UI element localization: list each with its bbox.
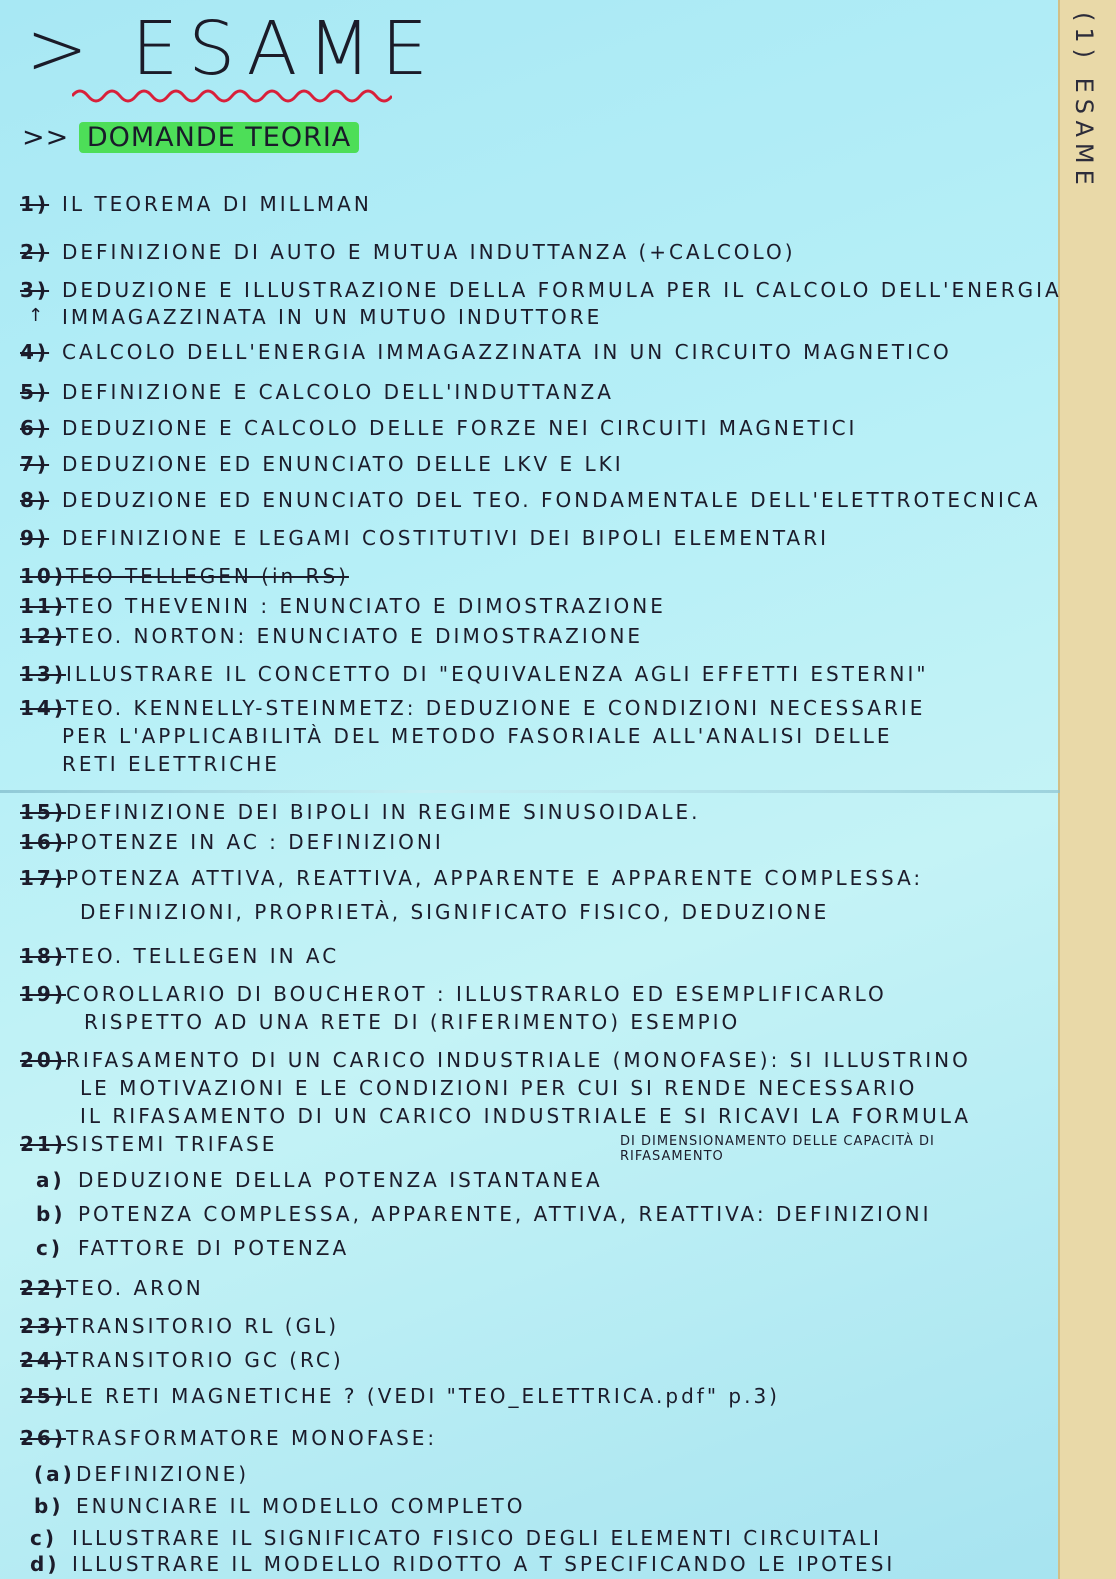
question-item: 18)TEO. TELLEGEN IN AC xyxy=(20,944,340,968)
question-item: 12)TEO. NORTON: ENUNCIATO E DIMOSTRAZIONE xyxy=(20,624,644,648)
heading-text: DOMANDE TEORIA xyxy=(79,122,359,153)
question-continuation: IL RIFASAMENTO DI UN CARICO INDUSTRIALE E SI RICAVI LA FORMULA xyxy=(80,1104,972,1128)
question-subitem: c) FATTORE DI POTENZA xyxy=(36,1236,350,1260)
question-item: 21)SISTEMI TRIFASE xyxy=(20,1132,278,1156)
question-continuation: RETI ELETTRICHE xyxy=(62,752,280,776)
question-item: 3) DEDUZIONE E ILLUSTRAZIONE DELLA FORMULA PER IL CALCOLO DELL'ENERGIA xyxy=(20,278,1062,302)
arrow-up-icon: ↑ xyxy=(28,305,44,326)
section-heading xyxy=(22,122,359,153)
question-continuation: RISPETTO AD UNA RETE DI (RIFERIMENTO) ESEMPIO xyxy=(84,1010,741,1034)
question-item: 22)TEO. ARON xyxy=(20,1276,204,1300)
question-item: 17)POTENZA ATTIVA, REATTIVA, APPARENTE E APPARENTE COMPLESSA: xyxy=(20,866,924,890)
question-item: 5) DEFINIZIONE E CALCOLO DELL'INDUTTANZA xyxy=(20,380,614,404)
question-item: 19)COROLLARIO DI BOUCHEROT : ILLUSTRARLO ED ESEMPLIFICARLO xyxy=(20,982,887,1006)
question-item: 1) IL TEOREMA DI MILLMAN xyxy=(20,192,372,216)
page-title: > ESAME xyxy=(26,6,438,92)
question-continuation: DEFINIZIONI, PROPRIETÀ, SIGNIFICATO FISICO, DEDUZIONE xyxy=(80,900,830,924)
question-item: 24)TRANSITORIO GC (RC) xyxy=(20,1348,344,1372)
question-subitem: c) ILLUSTRARE IL SIGNIFICATO FISICO DEGLI ELEMENTI CIRCUITALI xyxy=(30,1526,882,1550)
question-item: 9) DEFINIZIONE E LEGAMI COSTITUTIVI DEI BIPOLI ELEMENTARI xyxy=(20,526,830,550)
question-side-note: DI DIMENSIONAMENTO DELLE CAPACITÀ DI RIFASAMENTO xyxy=(620,1134,935,1164)
question-item: 8) DEDUZIONE ED ENUNCIATO DEL TEO. FONDAMENTALE DELL'ELETTROTECNICA xyxy=(20,488,1041,512)
question-continuation: LE MOTIVAZIONI E LE CONDIZIONI PER CUI SI RENDE NECESSARIO xyxy=(80,1076,918,1100)
page-fold-line xyxy=(0,790,1060,793)
question-subitem: b) POTENZA COMPLESSA, APPARENTE, ATTIVA, REATTIVA: DEFINIZIONI xyxy=(36,1202,932,1226)
question-item: 2) DEFINIZIONE DI AUTO E MUTUA INDUTTANZA (+CALCOLO) xyxy=(20,240,796,264)
heading-prefix: >> xyxy=(22,122,70,153)
question-item: 4) CALCOLO DELL'ENERGIA IMMAGAZZINATA IN UN CIRCUITO MAGNETICO xyxy=(20,340,952,364)
question-subitem: b) ENUNCIARE IL MODELLO COMPLETO xyxy=(34,1494,526,1518)
question-item: 14)TEO. KENNELLY-STEINMETZ: DEDUZIONE E CONDIZIONI NECESSARIE xyxy=(20,696,926,720)
question-subitem: a) DEDUZIONE DELLA POTENZA ISTANTANEA xyxy=(36,1168,603,1192)
question-item: 26)TRASFORMATORE MONOFASE: xyxy=(20,1426,438,1450)
question-continuation: IMMAGAZZINATA IN UN MUTUO INDUTTORE xyxy=(62,305,603,329)
question-subitem: d) ILLUSTRARE IL MODELLO RIDOTTO A T SPECIFICANDO LE IPOTESI xyxy=(30,1552,896,1576)
question-item: 13)ILLUSTRARE IL CONCETTO DI "EQUIVALENZA AGLI EFFETTI ESTERNI" xyxy=(20,662,929,686)
question-item: 11)TEO THEVENIN : ENUNCIATO E DIMOSTRAZIONE xyxy=(20,594,666,618)
question-item: 20)RIFASAMENTO DI UN CARICO INDUSTRIALE (MONOFASE): SI ILLUSTRINO xyxy=(20,1048,971,1072)
question-item: 15)DEFINIZIONE DEI BIPOLI IN REGIME SINUSOIDALE. xyxy=(20,800,701,824)
question-item: 23)TRANSITORIO RL (GL) xyxy=(20,1314,340,1338)
page-right-edge xyxy=(1058,0,1116,1579)
question-subitem: (a)DEFINIZIONE) xyxy=(34,1462,250,1486)
question-item: 10)TEO TELLEGEN (in RS) xyxy=(20,564,349,588)
question-item: 7) DEDUZIONE ED ENUNCIATO DELLE LKV E LKI xyxy=(20,452,624,476)
question-item: 16)POTENZE IN AC : DEFINIZIONI xyxy=(20,830,444,854)
red-squiggle-underline xyxy=(72,86,392,104)
question-continuation: PER L'APPLICABILITÀ DEL METODO FASORIALE ALL'ANALISI DELLE xyxy=(62,724,893,748)
side-tab-label: (1) ESAME xyxy=(1070,12,1098,191)
question-item: 25)LE RETI MAGNETICHE ? (VEDI "TEO_ELETTRICA.pdf" p.3) xyxy=(20,1384,780,1408)
question-item: 6) DEDUZIONE E CALCOLO DELLE FORZE NEI CIRCUITI MAGNETICI xyxy=(20,416,858,440)
